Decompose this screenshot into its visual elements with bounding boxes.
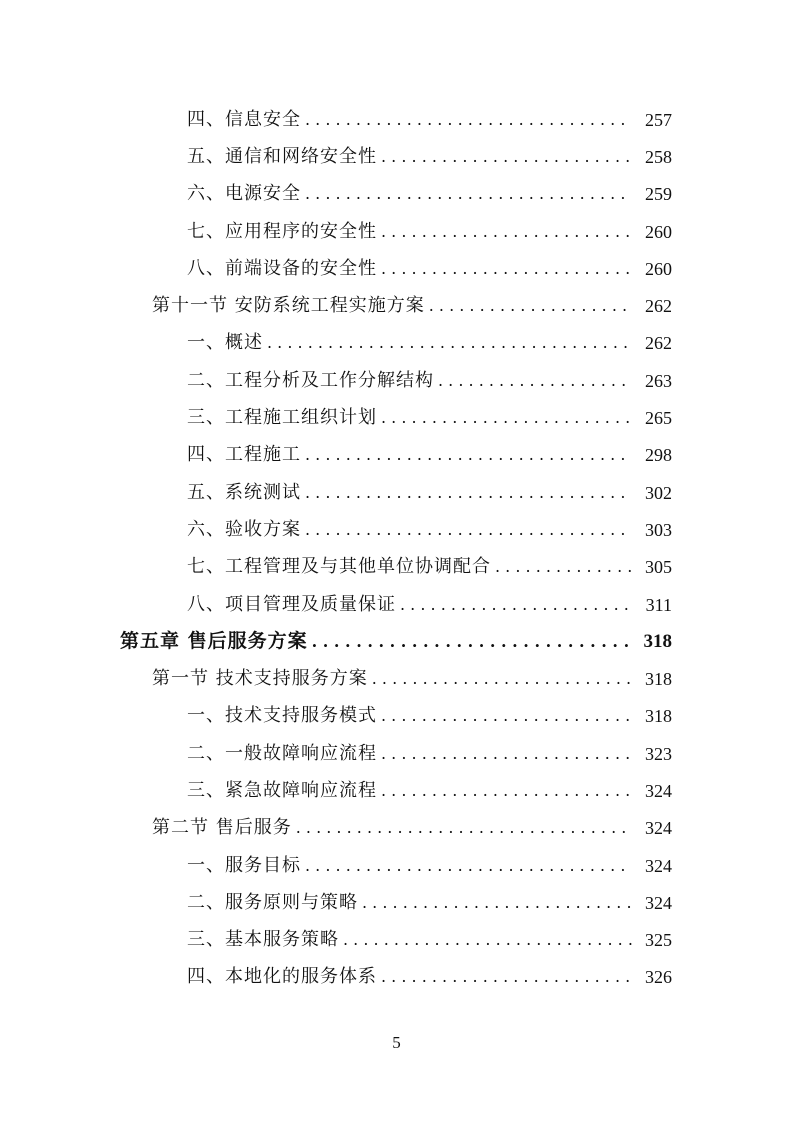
toc-entry-title: 第二节 售后服务 xyxy=(152,817,292,839)
toc-entry-page: 326 xyxy=(645,967,672,988)
toc-dot-leader xyxy=(296,820,632,836)
toc-entry-page: 324 xyxy=(645,892,672,913)
toc-entry-title: 一、概述 xyxy=(187,332,263,354)
toc-entry-page: 311 xyxy=(645,594,672,615)
toc-entry-title: 四、信息安全 xyxy=(187,108,301,130)
toc-entry-title: 二、工程分析及工作分解结构 xyxy=(187,369,434,391)
toc-dot-leader xyxy=(362,895,632,911)
toc-dot-leader xyxy=(400,597,632,613)
toc-dot-leader xyxy=(305,186,632,202)
toc-dot-leader xyxy=(381,746,632,762)
toc-dot-leader xyxy=(381,708,632,724)
toc-entry-title: 二、服务原则与策略 xyxy=(187,891,358,913)
toc-entry-title: 六、电源安全 xyxy=(187,183,301,205)
toc-subsection-entry[interactable] xyxy=(0,511,793,548)
toc-entry-title: 一、服务目标 xyxy=(187,854,301,876)
toc-subsection-entry[interactable] xyxy=(0,138,793,175)
toc-entry-page: 263 xyxy=(645,370,672,391)
toc-entry-title: 八、项目管理及质量保证 xyxy=(187,593,396,615)
toc-entry-title: 八、前端设备的安全性 xyxy=(187,257,377,279)
toc-entry-page: 265 xyxy=(645,408,672,429)
toc-dot-leader xyxy=(372,671,632,687)
toc-entry-title: 五、通信和网络安全性 xyxy=(187,145,377,167)
toc-entry-page: 325 xyxy=(645,930,672,951)
toc-subsection-entry[interactable] xyxy=(0,772,793,809)
toc-entry-title: 三、紧急故障响应流程 xyxy=(187,779,377,801)
toc-entry-title: 五、系统测试 xyxy=(187,481,301,503)
toc-entry-page: 258 xyxy=(645,146,672,167)
toc-section-entry[interactable] xyxy=(0,287,793,324)
toc-subsection-entry[interactable] xyxy=(0,922,793,959)
toc-subsection-entry[interactable] xyxy=(0,698,793,735)
toc-entry-page: 324 xyxy=(645,855,672,876)
toc-dot-leader xyxy=(381,261,632,277)
toc-dot-leader xyxy=(305,522,632,538)
toc-entry-title: 七、应用程序的安全性 xyxy=(187,220,377,242)
toc-chapter-entry[interactable] xyxy=(0,623,793,660)
toc-subsection-entry[interactable] xyxy=(0,474,793,511)
toc-entry-title: 三、工程施工组织计划 xyxy=(187,407,377,429)
toc-entry-page: 324 xyxy=(645,818,672,839)
toc-entry-page: 262 xyxy=(645,333,672,354)
toc-dot-leader xyxy=(381,410,632,426)
toc-entry-page: 318 xyxy=(645,669,672,690)
toc-entry-page: 260 xyxy=(645,221,672,242)
toc-dot-leader xyxy=(381,783,632,799)
toc-entry-page: 260 xyxy=(645,258,672,279)
toc-dot-leader xyxy=(305,858,632,874)
page-number: 5 xyxy=(392,1033,401,1052)
toc-dot-leader xyxy=(305,447,632,463)
table-of-contents xyxy=(0,101,793,996)
toc-entry-page: 259 xyxy=(645,184,672,205)
toc-entry-page: 323 xyxy=(645,743,672,764)
toc-subsection-entry[interactable] xyxy=(0,101,793,138)
toc-entry-title: 第十一节 安防系统工程实施方案 xyxy=(152,295,425,317)
toc-entry-title: 二、一般故障响应流程 xyxy=(187,742,377,764)
toc-subsection-entry[interactable] xyxy=(0,213,793,250)
toc-dot-leader xyxy=(381,224,632,240)
toc-dot-leader xyxy=(305,485,632,501)
toc-entry-page: 318 xyxy=(643,631,672,653)
toc-entry-page: 303 xyxy=(645,519,672,540)
toc-entry-title: 三、基本服务策略 xyxy=(187,929,339,951)
toc-subsection-entry[interactable] xyxy=(0,437,793,474)
toc-entry-title: 第一节 技术支持服务方案 xyxy=(152,668,368,690)
toc-subsection-entry[interactable] xyxy=(0,325,793,362)
toc-subsection-entry[interactable] xyxy=(0,176,793,213)
toc-entry-page: 305 xyxy=(645,557,672,578)
toc-dot-leader xyxy=(312,634,632,650)
toc-entry-page: 262 xyxy=(645,296,672,317)
toc-dot-leader xyxy=(438,373,632,389)
toc-entry-page: 257 xyxy=(645,109,672,130)
toc-dot-leader xyxy=(267,335,632,351)
toc-subsection-entry[interactable] xyxy=(0,362,793,399)
toc-dot-leader xyxy=(495,559,632,575)
toc-subsection-entry[interactable] xyxy=(0,847,793,884)
toc-subsection-entry[interactable] xyxy=(0,959,793,996)
toc-entry-page: 318 xyxy=(645,706,672,727)
toc-entry-page: 324 xyxy=(645,780,672,801)
toc-subsection-entry[interactable] xyxy=(0,549,793,586)
toc-dot-leader xyxy=(429,298,632,314)
toc-entry-title: 六、验收方案 xyxy=(187,518,301,540)
toc-entry-title: 四、本地化的服务体系 xyxy=(187,966,377,988)
toc-subsection-entry[interactable] xyxy=(0,586,793,623)
toc-dot-leader xyxy=(343,932,632,948)
toc-subsection-entry[interactable] xyxy=(0,250,793,287)
toc-subsection-entry[interactable] xyxy=(0,884,793,921)
toc-entry-page: 298 xyxy=(645,445,672,466)
toc-entry-title: 四、工程施工 xyxy=(187,444,301,466)
toc-section-entry[interactable] xyxy=(0,660,793,697)
toc-subsection-entry[interactable] xyxy=(0,399,793,436)
toc-dot-leader xyxy=(305,112,632,128)
toc-entry-page: 302 xyxy=(645,482,672,503)
toc-dot-leader xyxy=(381,969,632,985)
toc-dot-leader xyxy=(381,149,632,165)
toc-entry-title: 一、技术支持服务模式 xyxy=(187,705,377,727)
toc-subsection-entry[interactable] xyxy=(0,735,793,772)
toc-entry-title: 七、工程管理及与其他单位协调配合 xyxy=(187,556,491,578)
toc-entry-title: 第五章 售后服务方案 xyxy=(120,630,308,653)
toc-section-entry[interactable] xyxy=(0,810,793,847)
